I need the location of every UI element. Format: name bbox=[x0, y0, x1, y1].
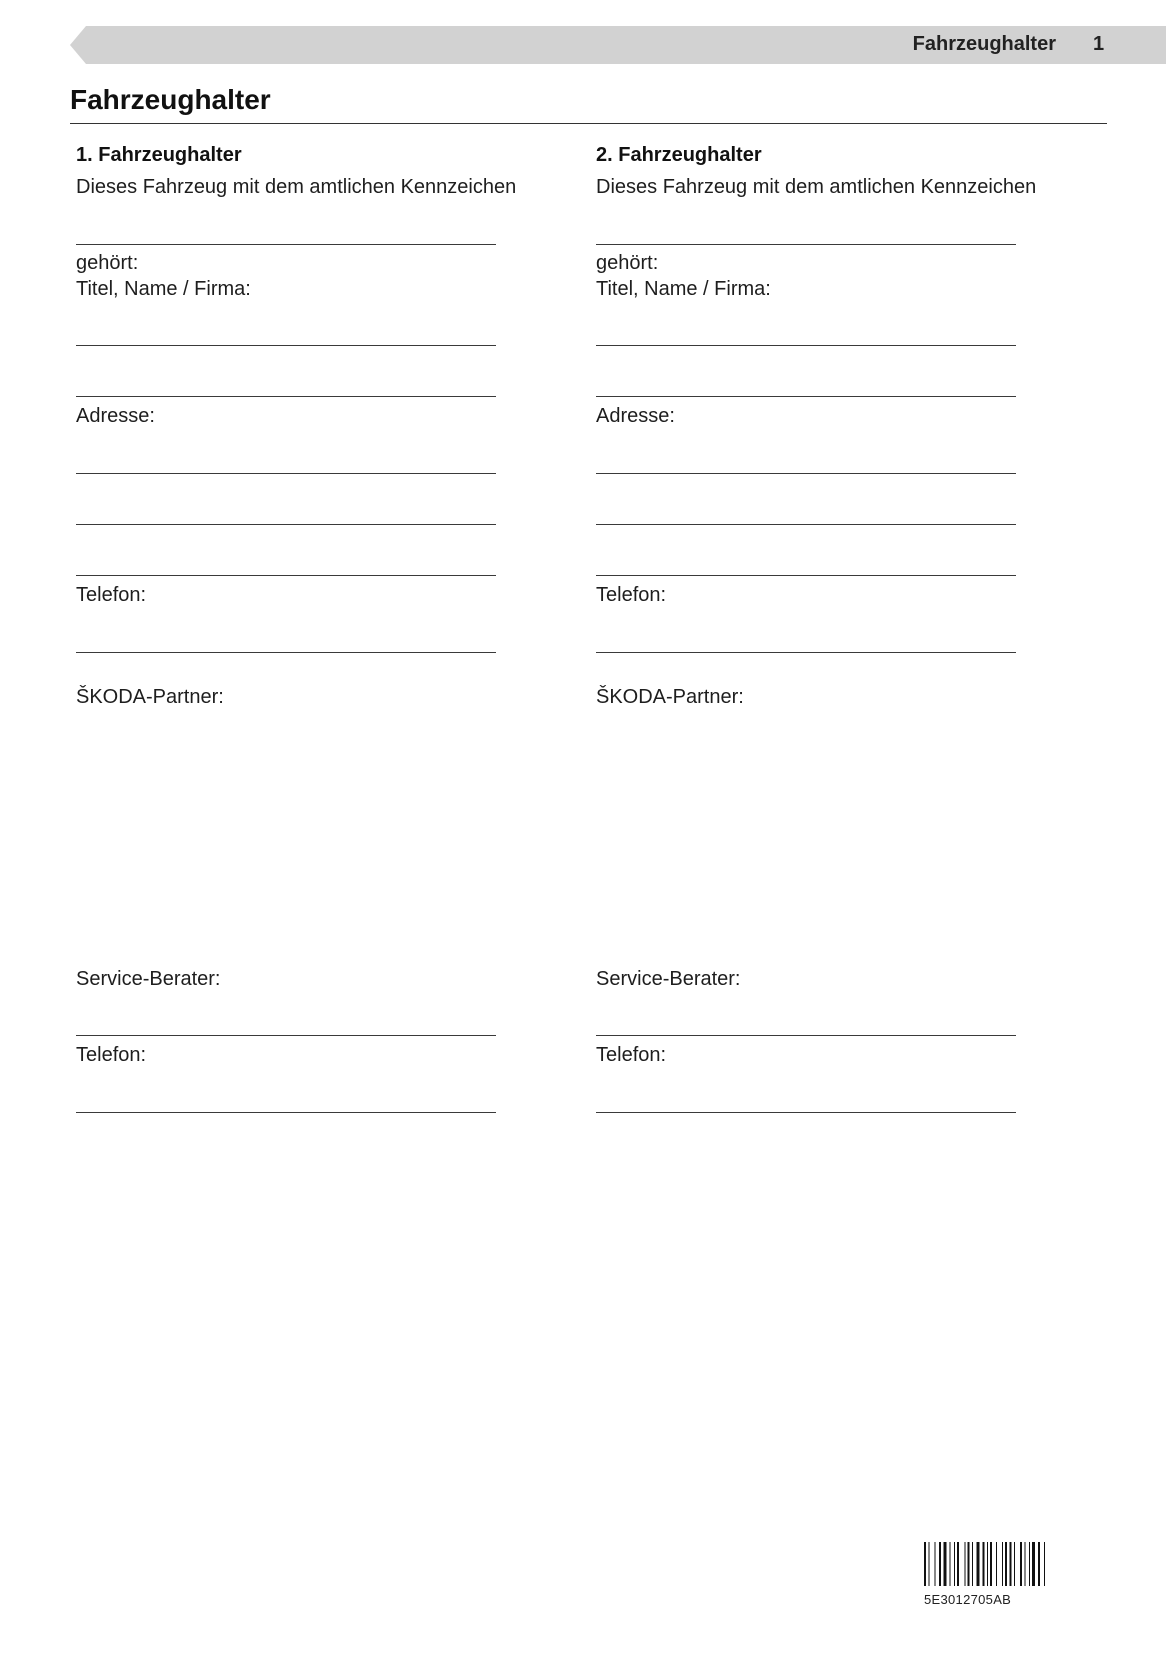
owner-heading: 2. Fahrzeughalter bbox=[596, 144, 762, 166]
advisor-phone-label: Telefon: bbox=[76, 1044, 147, 1066]
header-page-number: 1 bbox=[1093, 33, 1105, 55]
address-label: Adresse: bbox=[596, 405, 675, 427]
belongs-to-label: gehört: bbox=[76, 252, 139, 274]
address-line-3[interactable] bbox=[76, 575, 496, 576]
advisor-phone-label: Telefon: bbox=[596, 1044, 667, 1066]
advisor-line[interactable] bbox=[76, 1035, 496, 1036]
intro-text: Dieses Fahrzeug mit dem amtlichen Kennzeichen bbox=[596, 176, 1037, 198]
advisor-line[interactable] bbox=[596, 1035, 1016, 1036]
phone-line[interactable] bbox=[76, 652, 496, 653]
belongs-to-label: gehört: bbox=[596, 252, 659, 274]
address-line-3[interactable] bbox=[596, 575, 1016, 576]
page-title: Fahrzeughalter bbox=[70, 84, 271, 115]
phone-label: Telefon: bbox=[596, 584, 667, 606]
address-line-2[interactable] bbox=[596, 524, 1016, 525]
phone-label: Telefon: bbox=[76, 584, 147, 606]
barcode-number: 5E3012705AB bbox=[924, 1592, 1012, 1607]
owner-heading: 1. Fahrzeughalter bbox=[76, 144, 242, 166]
intro-text: Dieses Fahrzeug mit dem amtlichen Kennzeichen bbox=[76, 176, 517, 198]
plate-number-line[interactable] bbox=[76, 244, 496, 245]
advisor-label: Service-Berater: bbox=[76, 968, 221, 990]
barcode-icon bbox=[924, 1542, 1082, 1586]
plate-number-line[interactable] bbox=[596, 244, 1016, 245]
name-label: Titel, Name / Firma: bbox=[76, 278, 251, 300]
address-label: Adresse: bbox=[76, 405, 155, 427]
address-line-1[interactable] bbox=[596, 473, 1016, 474]
name-label: Titel, Name / Firma: bbox=[596, 278, 771, 300]
advisor-label: Service-Berater: bbox=[596, 968, 741, 990]
name-line-1[interactable] bbox=[596, 345, 1016, 346]
address-line-2[interactable] bbox=[76, 524, 496, 525]
title-divider bbox=[70, 123, 1107, 124]
advisor-phone-line[interactable] bbox=[76, 1112, 496, 1113]
phone-line[interactable] bbox=[596, 652, 1016, 653]
advisor-phone-line[interactable] bbox=[596, 1112, 1016, 1113]
name-line-2[interactable] bbox=[76, 396, 496, 397]
header-section-title: Fahrzeughalter bbox=[912, 33, 1056, 55]
name-line-2[interactable] bbox=[596, 396, 1016, 397]
address-line-1[interactable] bbox=[76, 473, 496, 474]
partner-label: ŠKODA-Partner: bbox=[596, 686, 744, 708]
partner-label: ŠKODA-Partner: bbox=[76, 686, 224, 708]
name-line-1[interactable] bbox=[76, 345, 496, 346]
